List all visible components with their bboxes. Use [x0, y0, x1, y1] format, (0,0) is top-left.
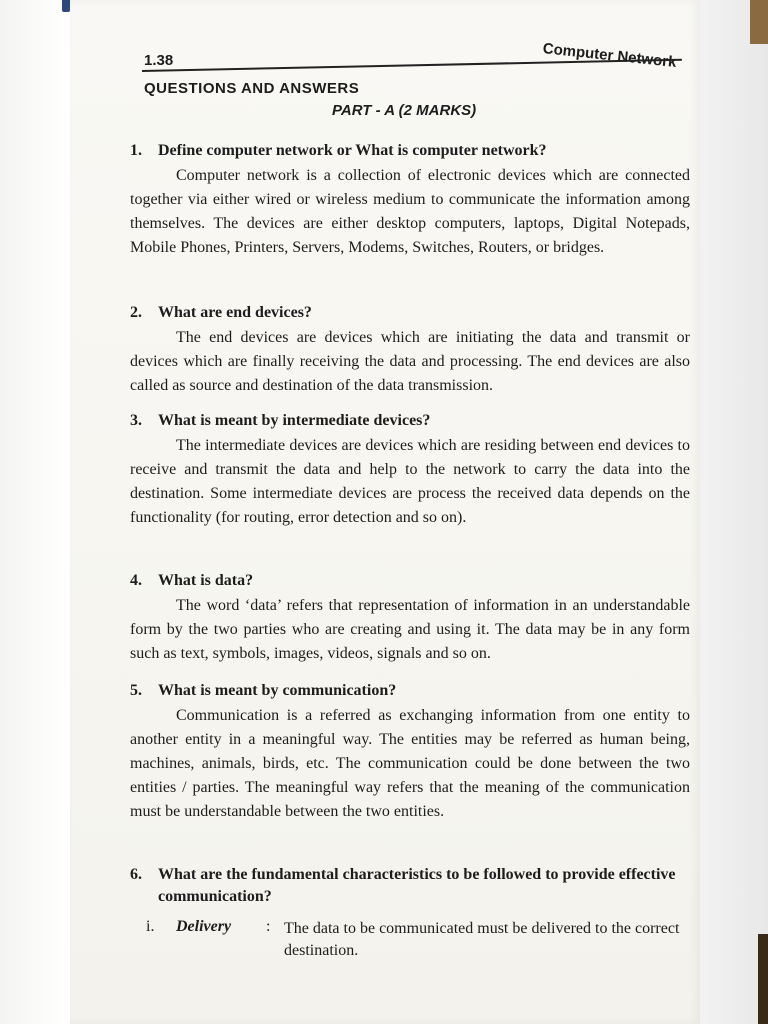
answer-text: Communication is a referred as exchanging information from one entity to another entity in a meaningful way. The entities may be referred as human being, machines, animals, birds, etc. The communication could be done between the two entities / parties. The meaningful way refers that the meaning of the communication must be understandable between the two entities.	[130, 707, 690, 820]
page-number: 1.38	[144, 52, 174, 69]
question-text: Define computer network or What is computer network?	[158, 142, 547, 159]
qa-item-6	[130, 864, 690, 908]
question	[130, 304, 690, 322]
question	[130, 572, 690, 590]
qa-item-1	[130, 142, 690, 260]
question-text: What are the fundamental characteristics to be followed to provide effective communication?	[158, 866, 676, 905]
item-term: Delivery	[176, 918, 232, 935]
spine-tab	[62, 0, 70, 12]
answer-text: Computer network is a collection of electronic devices which are connected together via either wired or wireless medium to communicate the information among themselves. The devices are either desktop computers, laptops, Digital Notepads, Mobile Phones, Printers, Servers, Modems, Switches, Routers, or bridges.	[130, 167, 690, 256]
page-edge	[700, 0, 768, 1024]
question	[130, 142, 690, 160]
question-number: 2.	[130, 304, 142, 321]
characteristic-item	[146, 918, 690, 962]
item-separator: :	[266, 918, 271, 935]
question-text: What is meant by communication?	[158, 682, 397, 699]
question-text: What are end devices?	[158, 304, 312, 321]
edge-tab-bottom	[758, 934, 768, 1024]
question	[130, 682, 690, 700]
item-text: The data to be communicated must be delivered to the correct destination.	[284, 920, 680, 959]
question-text: What is data?	[158, 572, 254, 589]
running-header-title: Computer Network	[542, 40, 678, 72]
question-number: 6.	[130, 866, 142, 883]
answer-text: The word ‘data’ refers that representation of information in an understandable form by the two parties who are creating and using it. The data may be in any form such as text, symbols, images, videos, signals and so on.	[130, 597, 690, 662]
qa-item-3	[130, 412, 690, 530]
item-numeral: i.	[146, 918, 155, 935]
qa-item-2	[130, 304, 690, 398]
qa-item-5	[130, 682, 690, 824]
qa-item-4	[130, 572, 690, 666]
page-content	[70, 0, 690, 1024]
header-rule	[142, 59, 682, 72]
section-title: QUESTIONS AND ANSWERS	[144, 80, 360, 97]
question-number: 1.	[130, 142, 142, 159]
question	[130, 412, 690, 430]
question-number: 5.	[130, 682, 142, 699]
question-text: What is meant by intermediate devices?	[158, 412, 431, 429]
question	[130, 864, 690, 908]
part-title: PART - A (2 MARKS)	[332, 102, 477, 119]
edge-tab	[750, 0, 768, 44]
question-number: 4.	[130, 572, 142, 589]
question-number: 3.	[130, 412, 142, 429]
book-spine-shadow	[0, 0, 70, 1024]
answer-text: The end devices are devices which are initiating the data and transmit or devices which are finally receiving the data and processing. The end devices are also called as source and destination of the data transmission.	[130, 329, 690, 394]
answer-text: The intermediate devices are devices which are residing between end devices to receive and transmit the data and help to the network to carry the data into the destination. Some intermediate devices are process the received data depends on the functionality (for routing, error detection and so on).	[130, 437, 690, 526]
